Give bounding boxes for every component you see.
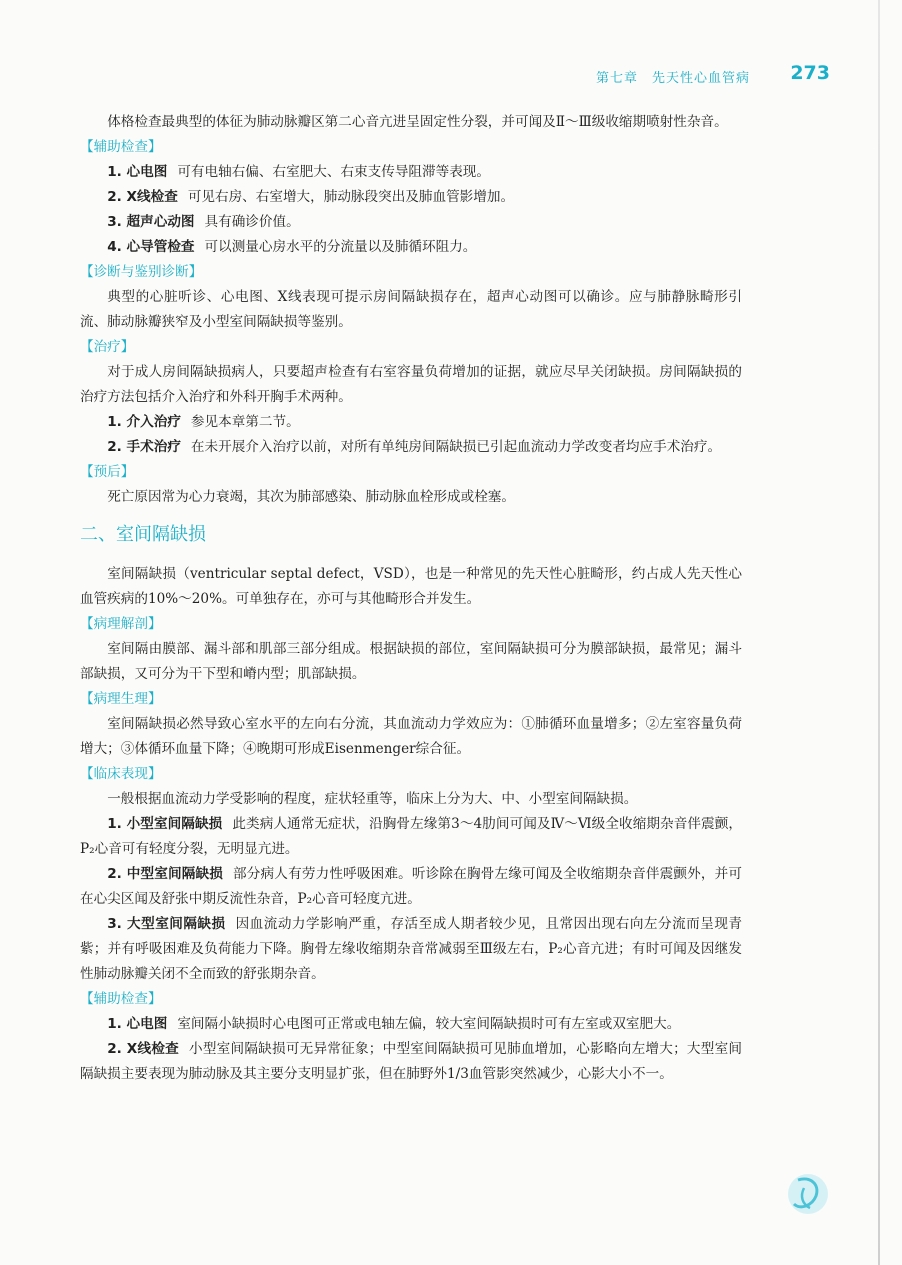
page-body — [80, 110, 742, 1087]
numbered-item — [80, 235, 742, 260]
item-label: 2. X线检查 — [107, 1041, 179, 1057]
item-text: 可见右房、右室增大，肺动脉段突出及肺血管影增加。 — [187, 189, 515, 205]
numbered-item — [80, 912, 742, 987]
item-label: 2. X线检查 — [107, 189, 178, 205]
item-text: 在未开展介入治疗以前，对所有单纯房间隔缺损已引起血流动力学改变者均应手术治疗。 — [190, 439, 722, 455]
numbered-item — [80, 862, 742, 912]
numbered-item — [80, 160, 742, 185]
section-heading: 【辅助检查】 — [80, 991, 162, 1007]
numbered-item — [80, 812, 742, 862]
item-label: 3. 大型室间隔缺损 — [107, 916, 226, 932]
numbered-item — [80, 1012, 742, 1037]
section-heading: 【诊断与鉴别诊断】 — [80, 264, 203, 280]
section-heading: 【治疗】 — [80, 339, 135, 355]
page-number: 273 — [790, 62, 830, 84]
item-text: 可有电轴右偏、右室肥大、右束支传导阻滞等表现。 — [177, 164, 490, 180]
subchapter-title: 二、室间隔缺损 — [80, 524, 206, 545]
item-text: 具有确诊价值。 — [204, 214, 300, 230]
chapter-title: 第七章 先天性心血管病 — [595, 71, 750, 86]
section-heading: 【临床表现】 — [80, 766, 162, 782]
item-text: 室间隔小缺损时心电图可正常或电轴左偏，较大室间隔缺损时可有左室或双室肥大。 — [177, 1016, 681, 1032]
item-text: 参见本章第二节。 — [190, 414, 300, 430]
page-edge — [878, 0, 880, 1265]
numbered-item — [80, 1037, 742, 1087]
item-text: 可以测量心房水平的分流量以及肺循环阻力。 — [204, 239, 477, 255]
section-heading: 【病理生理】 — [80, 691, 162, 707]
item-text: 小型室间隔缺损可无异常征象；中型室间隔缺损可见肺血增加，心影略向左增大；大型室间隔缺损主要表现为肺动脉及其主要分支明显扩张，但在肺野外1/3血管影突然减少，心影大小不一。 — [80, 1041, 742, 1082]
paragraph: 典型的心脏听诊、心电图、X线表现可提示房间隔缺损存在，超声心动图可以确诊。应与肺静脉畸形引流、肺动脉瓣狭窄及小型室间隔缺损等鉴别。 — [80, 289, 742, 330]
item-label: 3. 超声心动图 — [107, 214, 195, 230]
section-heading: 【辅助检查】 — [80, 139, 162, 155]
paragraph: 对于成人房间隔缺损病人，只要超声检查有右室容量负荷增加的证据，就应尽早关闭缺损。房间隔缺损的治疗方法包括介入治疗和外科开胸手术两种。 — [80, 364, 742, 405]
paragraph: 室间隔由膜部、漏斗部和肌部三部分组成。根据缺损的部位，室间隔缺损可分为膜部缺损，最常见；漏斗部缺损，又可分为干下型和嵴内型；肌部缺损。 — [80, 641, 742, 682]
paragraph: 室间隔缺损必然导致心室水平的左向右分流，其血流动力学效应为：①肺循环血量增多；②左室容量负荷增大；③体循环血量下降；④晚期可形成Eisenmenger综合征。 — [80, 716, 742, 757]
item-label: 2. 中型室间隔缺损 — [107, 866, 224, 882]
item-text: 此类病人通常无症状，沿胸骨左缘第3～4肋间可闻及Ⅳ～Ⅵ级全收缩期杂音伴震颤，P₂心音可有轻度分裂，无明显亢进。 — [80, 816, 742, 857]
numbered-item — [80, 210, 742, 235]
publisher-logo-icon — [770, 1170, 830, 1220]
paragraph: 体格检查最典型的体征为肺动脉瓣区第二心音亢进呈固定性分裂，并可闻及Ⅱ～Ⅲ级收缩期喷射性杂音。 — [107, 114, 728, 130]
paragraph: 一般根据血流动力学受影响的程度，症状轻重等，临床上分为大、中、小型室间隔缺损。 — [107, 791, 638, 807]
page-header — [0, 62, 902, 92]
item-text: 因血流动力学影响严重，存活至成人期者较少见，且常因出现右向左分流而呈现青紫；并有呼吸困难及负荷能力下降。胸骨左缘收缩期杂音常减弱至Ⅲ级左右，P₂心音亢进；有时可闻及因继发性肺动脉瓣关闭不全而致的舒张期杂音。 — [80, 916, 742, 982]
item-text: 部分病人有劳力性呼吸困难。听诊除在胸骨左缘可闻及全收缩期杂音伴震颤外，并可在心尖区闻及舒张中期反流性杂音，P₂心音可轻度亢进。 — [80, 866, 742, 907]
item-label: 1. 小型室间隔缺损 — [107, 816, 223, 832]
item-label: 1. 介入治疗 — [107, 414, 181, 430]
item-label: 1. 心电图 — [107, 164, 168, 180]
item-label: 4. 心导管检查 — [107, 239, 195, 255]
numbered-item — [80, 185, 742, 210]
paragraph: 死亡原因常为心力衰竭，其次为肺部感染、肺动脉血栓形成或栓塞。 — [107, 489, 515, 505]
numbered-item — [80, 410, 742, 435]
paragraph: 室间隔缺损（ventricular septal defect，VSD），也是一种常见的先天性心脏畸形，约占成人先天性心血管疾病的10%～20%。可单独存在，亦可与其他畸形合并发生。 — [80, 566, 742, 607]
item-label: 1. 心电图 — [107, 1016, 168, 1032]
section-heading: 【预后】 — [80, 464, 135, 480]
section-heading: 【病理解剖】 — [80, 616, 162, 632]
numbered-item — [80, 435, 742, 460]
item-label: 2. 手术治疗 — [107, 439, 181, 455]
